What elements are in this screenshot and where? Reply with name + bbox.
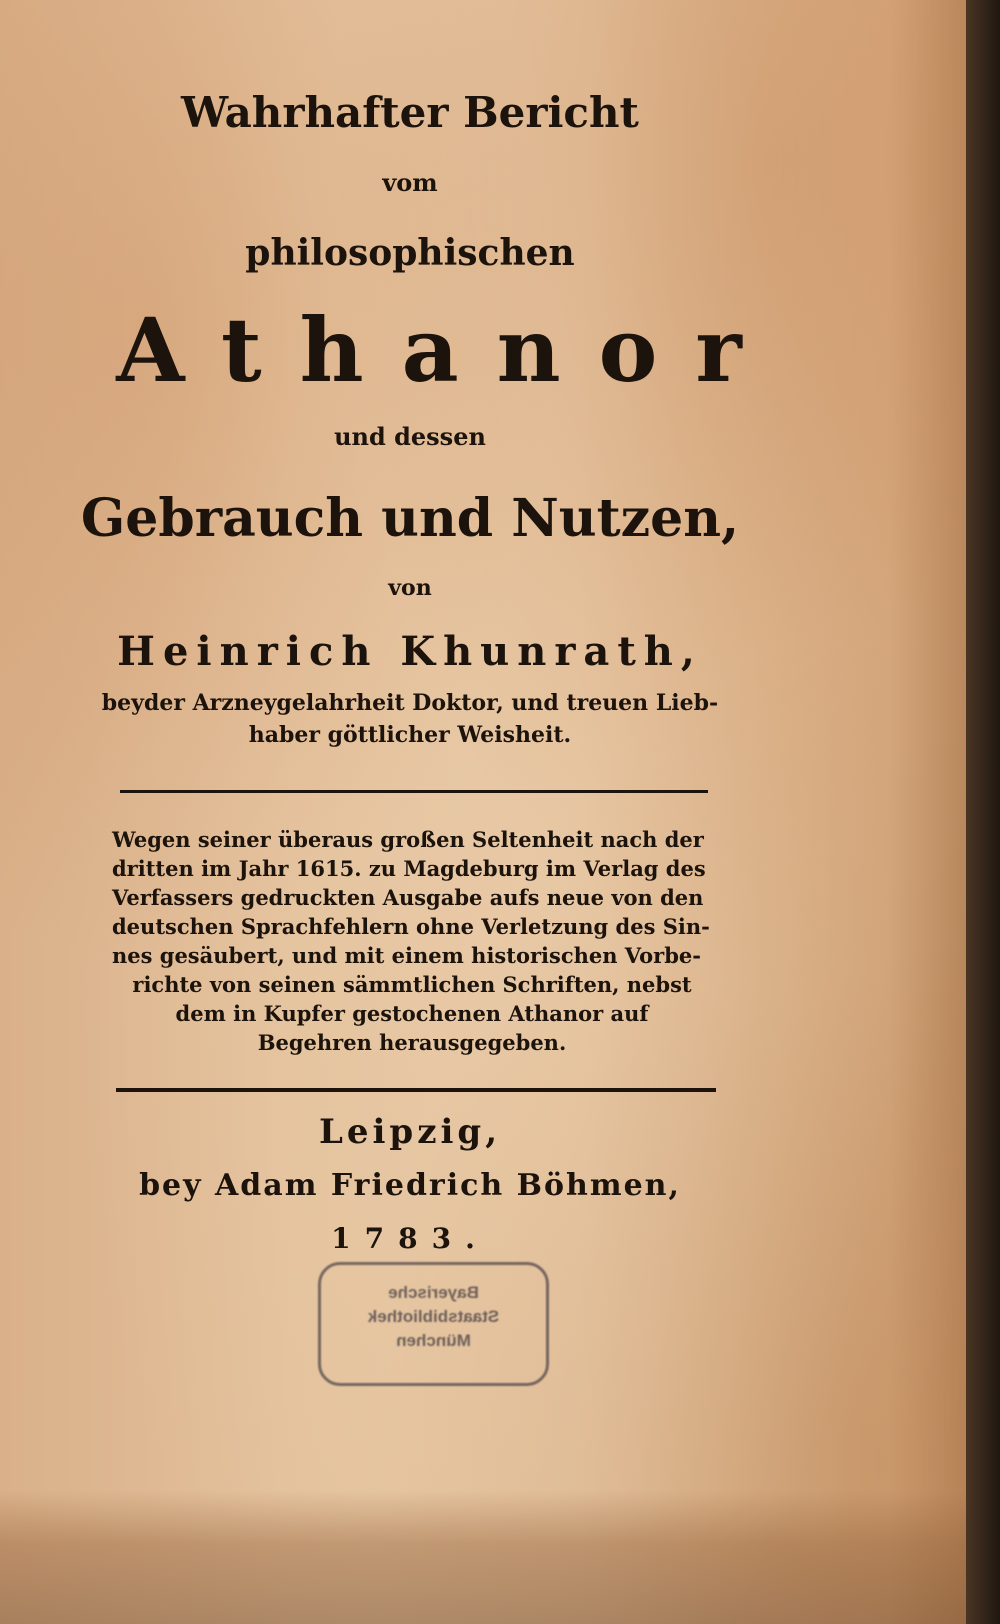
- description-line: nes gesäubert, und mit einem historischen Vorbe-: [112, 943, 702, 968]
- description-line: deutschen Sprachfehlern ohne Verletzung des Sin-: [112, 914, 710, 939]
- page-stain: [0, 1490, 966, 1624]
- by-line: von: [388, 575, 432, 601]
- description-line: Verfassers gedruckten Ausgabe aufs neue von den: [112, 885, 704, 910]
- title-main: Athanor: [116, 298, 780, 402]
- stamp-line: München: [396, 1331, 471, 1350]
- author-description-1: beyder Arzneygelahrheit Doktor, und treuen Lieb-: [101, 690, 719, 716]
- description-line: Wegen seiner überaus großen Seltenheit nach der: [112, 827, 704, 852]
- description-paragraph: [112, 825, 712, 1057]
- description-line: richte von seinen sämmtlichen Schriften, nebst: [132, 972, 692, 997]
- divider-rule: [120, 790, 708, 793]
- stamp-line: Bayerische: [388, 1283, 479, 1302]
- author-name: Heinrich Khunrath,: [117, 628, 703, 675]
- stamp-line: Staatsbibliothek: [367, 1307, 500, 1326]
- imprint-year: 1783.: [331, 1222, 489, 1255]
- description-line: dem in Kupfer gestochenen Athanor auf: [175, 1001, 649, 1026]
- imprint-publisher: bey Adam Friedrich Böhmen,: [139, 1168, 681, 1203]
- book-edge: [966, 0, 1000, 1624]
- imprint-place: Leipzig,: [318, 1112, 502, 1152]
- title-line-2: vom: [382, 168, 438, 197]
- title-line-6: Gebrauch und Nutzen,: [80, 488, 740, 549]
- divider-rule: [116, 1088, 716, 1092]
- title-line-5: und dessen: [334, 422, 486, 451]
- author-description-2: haber göttlicher Weisheit.: [248, 722, 572, 748]
- description-line: Begehren herausgegeben.: [257, 1030, 567, 1055]
- description-line: dritten im Jahr 1615. zu Magdeburg im Verlag des: [112, 856, 706, 881]
- title-line-3: philosophischen: [245, 232, 575, 274]
- library-stamp: [318, 1262, 549, 1386]
- title-line-1: Wahrhafter Bericht: [181, 88, 639, 137]
